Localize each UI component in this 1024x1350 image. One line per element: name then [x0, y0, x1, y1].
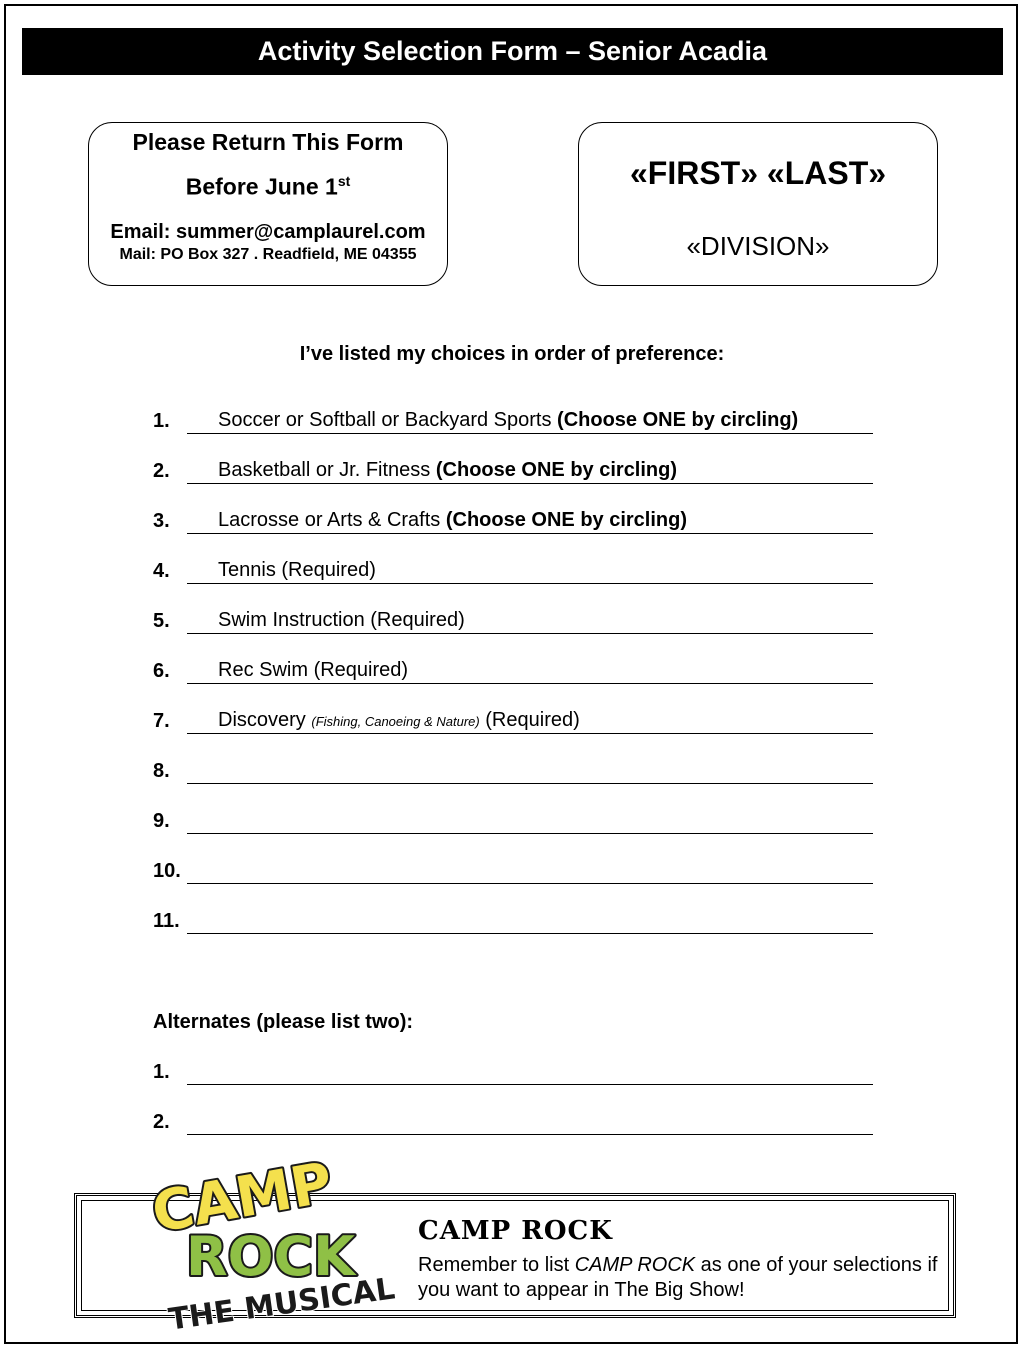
- alternates-list: [153, 1055, 873, 1155]
- choice-text: Lacrosse or Arts & Crafts (Choose ONE by circling): [218, 509, 688, 531]
- choice-row: [153, 654, 873, 704]
- choice-list: [153, 404, 873, 954]
- choice-number: 9.: [153, 810, 170, 832]
- preference-heading: I’ve listed my choices in order of preference:: [299, 343, 725, 365]
- choice-number: 6.: [153, 660, 170, 682]
- promo-text: [418, 1253, 938, 1303]
- choice-answer-line[interactable]: [187, 783, 873, 784]
- alternate-number: 2.: [153, 1111, 170, 1133]
- return-deadline-suffix: st: [337, 173, 351, 189]
- camper-division: «DIVISION»: [686, 231, 830, 261]
- choice-instruction: (Choose ONE by circling): [435, 459, 678, 481]
- alternate-row: [153, 1105, 873, 1155]
- choice-text: Rec Swim (Required): [218, 659, 409, 681]
- choice-row: [153, 904, 873, 954]
- promo-text-end: as one of your selections if you want to appear in The Big Show!: [418, 1254, 938, 1301]
- choice-number: 8.: [153, 760, 170, 782]
- camp-rock-logo: [146, 1150, 398, 1338]
- camper-name: «FIRST» «LAST»: [629, 155, 887, 191]
- choice-instruction: (Choose ONE by circling): [445, 509, 688, 531]
- choice-row: [153, 604, 873, 654]
- choice-text: Soccer or Softball or Backyard Sports (Choose ONE by circling): [218, 409, 799, 431]
- logo-camp-text: CAMP: [147, 1150, 338, 1246]
- choice-number: 5.: [153, 610, 170, 632]
- return-mail-address: Mail: PO Box 327 . Readfield, ME 04355: [119, 246, 417, 263]
- choice-text: Swim Instruction (Required): [218, 609, 465, 631]
- choice-answer-line[interactable]: [187, 483, 873, 484]
- logo-rock-text: ROCK: [186, 1225, 355, 1288]
- alternate-answer-line[interactable]: [187, 1084, 873, 1085]
- choice-answer-line[interactable]: [187, 633, 873, 634]
- return-line-1: Please Return This Form: [132, 129, 404, 155]
- camper-name-box: [578, 122, 938, 286]
- promo-text-emphasis: CAMP ROCK: [574, 1254, 696, 1276]
- choice-answer-line[interactable]: [187, 683, 873, 684]
- alternate-number: 1.: [153, 1061, 170, 1083]
- choice-note: (Fishing, Canoeing & Nature): [311, 714, 480, 729]
- choice-text: Tennis (Required): [218, 559, 376, 581]
- choice-number: 4.: [153, 560, 170, 582]
- choice-row: [153, 854, 873, 904]
- choice-number: 3.: [153, 510, 170, 532]
- choice-text: Basketball or Jr. Fitness (Choose ONE by circling): [218, 459, 678, 481]
- choice-number: 2.: [153, 460, 170, 482]
- return-instructions-box: [88, 122, 448, 286]
- choice-answer-line[interactable]: [187, 933, 873, 934]
- logo-musical-text: THE MUSICAL: [166, 1271, 398, 1338]
- alternate-row: [153, 1055, 873, 1105]
- promo-title: CAMP ROCK: [418, 1216, 613, 1246]
- choice-answer-line[interactable]: [187, 433, 873, 434]
- choice-row: [153, 554, 873, 604]
- choice-text: Discovery (Fishing, Canoeing & Nature) (Required): [218, 709, 580, 731]
- choice-row: [153, 404, 873, 454]
- alternates-heading: Alternates (please list two):: [153, 1011, 414, 1033]
- choice-row: [153, 454, 873, 504]
- choice-row: [153, 504, 873, 554]
- return-email: Email: summer@camplaurel.com: [110, 221, 426, 243]
- alternate-answer-line[interactable]: [187, 1134, 873, 1135]
- choice-row: [153, 804, 873, 854]
- choice-instruction: (Choose ONE by circling): [557, 409, 799, 431]
- choice-row: [153, 754, 873, 804]
- choice-number: 7.: [153, 710, 170, 732]
- choice-answer-line[interactable]: [187, 733, 873, 734]
- choice-row: [153, 704, 873, 754]
- choice-answer-line[interactable]: [187, 883, 873, 884]
- return-line-2: [89, 173, 447, 201]
- form-title: Activity Selection Form – Senior Acadia: [22, 28, 1003, 75]
- choice-number: 11.: [153, 910, 180, 932]
- choice-answer-line[interactable]: [187, 583, 873, 584]
- choice-number: 1.: [153, 410, 170, 432]
- choice-number: 10.: [153, 860, 181, 882]
- promo-text-start: Remember to list: [418, 1254, 575, 1276]
- choice-answer-line[interactable]: [187, 533, 873, 534]
- return-deadline: Before June 1: [185, 173, 338, 200]
- choice-answer-line[interactable]: [187, 833, 873, 834]
